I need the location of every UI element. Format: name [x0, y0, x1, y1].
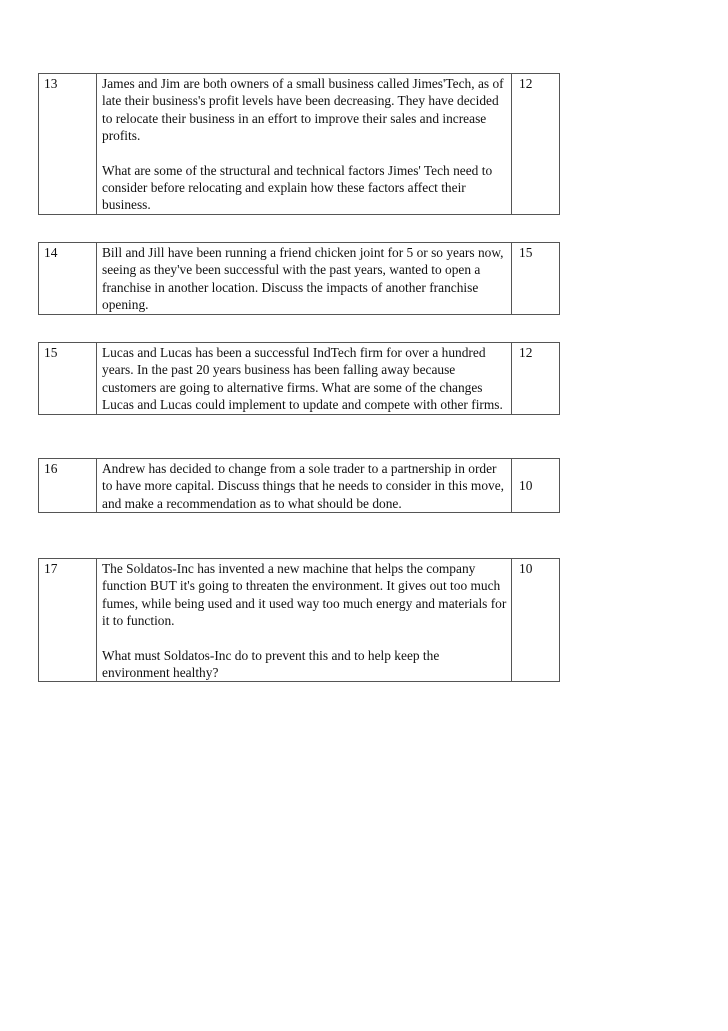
- question-13-table: [38, 73, 560, 215]
- question-text: [97, 243, 512, 315]
- question-row: [39, 243, 560, 315]
- question-paragraph: Bill and Jill have been running a friend chicken joint for 5 or so years now, seeing as they've been successful with the past years, wanted to open a franchise in another location. Discuss the impacts of another franchise opening.: [102, 245, 504, 313]
- question-marks: 10: [512, 459, 560, 513]
- question-paragraph: What are some of the structural and technical factors Jimes' Tech need to consider before relocating and explain how these factors affect their business.: [102, 162, 493, 213]
- question-paragraph: Andrew has decided to change from a sole trader to a partnership in order to have more capital. Discuss things that he needs to consider in this move, and make a recommendation as to what should be done.: [102, 461, 505, 511]
- question-paragraph: The Soldatos-Inc has invented a new machine that helps the company function BUT it's going to threaten the environment. It gives out too much fumes, while being used and it used way too much energy and materials for it to function.: [102, 561, 507, 629]
- question-marks: 15: [512, 243, 560, 315]
- question-number: 16: [39, 459, 97, 513]
- question-number: 14: [39, 243, 97, 315]
- question-text: [97, 459, 512, 513]
- question-number: 15: [39, 343, 97, 415]
- question-paragraph: Lucas and Lucas has been a successful IndTech firm for over a hundred years. In the past 20 years business has been falling away because customers are going to alternative firms. What are some of the changes Lucas and Lucas could implement to update and compete with other firms.: [102, 345, 503, 413]
- question-17-table: [38, 558, 560, 682]
- question-paragraph: James and Jim are both owners of a small business called Jimes'Tech, as of late their business's profit levels have been decreasing. They have decided to relocate their business in an effort to improve their sales and increase profits.: [102, 76, 504, 144]
- question-marks: 12: [512, 74, 560, 215]
- question-paragraph: What must Soldatos-Inc do to prevent this and to help keep the environment healthy?: [102, 647, 440, 681]
- question-text: [97, 559, 512, 682]
- question-15-table: [38, 342, 560, 415]
- question-14-table: [38, 242, 560, 315]
- question-row: [39, 343, 560, 415]
- question-row: [39, 459, 560, 513]
- question-text: [97, 343, 512, 415]
- question-number: 13: [39, 74, 97, 215]
- question-marks: 12: [512, 343, 560, 415]
- question-text: [97, 74, 512, 215]
- question-row: [39, 74, 560, 215]
- question-16-table: [38, 458, 560, 513]
- question-marks: 10: [512, 559, 560, 682]
- question-row: [39, 559, 560, 682]
- question-number: 17: [39, 559, 97, 682]
